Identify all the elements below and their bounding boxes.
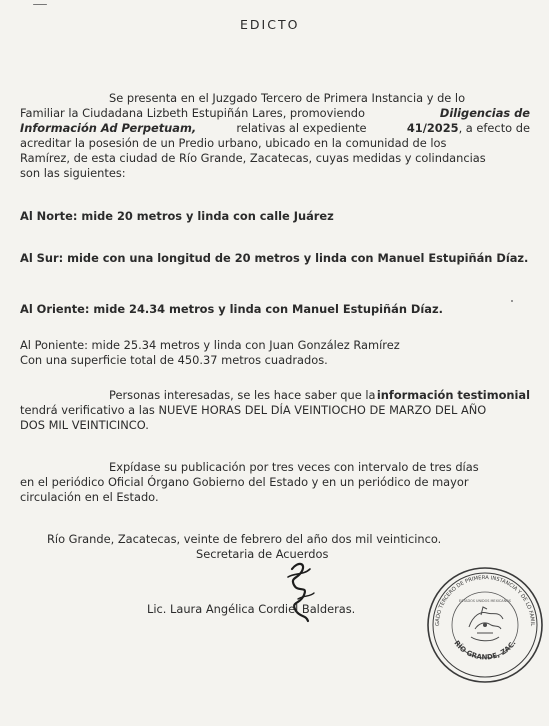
court-seal-icon — [425, 565, 545, 685]
document-title: EDICTO — [240, 17, 300, 32]
p2-line-2: tendrá verificativo a las NUEVE HORAS DEL DÍA VEINTIOCHO DE MARZO DEL AÑO — [20, 403, 487, 417]
p3-line-1: Expídase su publicación por tres veces con intervalo de tres días — [109, 460, 479, 474]
sur-line: Al Sur: mide con una longitud de 20 metros y linda con Manuel Estupiñán Díaz. — [20, 251, 529, 265]
superficie-line: Con una superficie total de 450.37 metros cuadrados. — [20, 353, 328, 367]
scan-speck — [511, 300, 513, 302]
svg-text:JUZGADO TERCERO DE PRIMERA INS: GADO TERCERO DE PRIMERA INSTANCIA Y DE LO FAMIL — [434, 574, 536, 627]
scan-speck — [33, 4, 47, 5]
p1-line-3 — [20, 121, 530, 136]
diligencias-label: Diligencias de — [439, 106, 530, 120]
p2-line-1-text: Personas interesadas, se les hace saber que la — [109, 388, 376, 402]
p1-line-2-text: Familiar la Ciudadana Lizbeth Estupiñán Lares, promoviendo — [20, 106, 365, 120]
p1-line-4: acreditar la posesión de un Predio urbano, ubicado en la comunidad de los — [20, 136, 447, 150]
date-line: Río Grande, Zacatecas, veinte de febrero del año dos mil veinticinco. — [47, 532, 442, 546]
p1-line-1: Se presenta en el Juzgado Tercero de Primera Instancia y de lo — [109, 91, 466, 105]
p1-line-5: Ramírez, de esta ciudad de Río Grande, Zacatecas, cuyas medidas y colindancias — [20, 151, 486, 165]
p1-line-6: son las siguientes: — [20, 166, 126, 180]
p3-line-2: en el periódico Oficial Órgano Gobierno del Estado y en un periódico de mayor — [20, 475, 469, 489]
p1-line-3-text: relativas al expediente — [236, 121, 367, 135]
signer-name: Lic. Laura Angélica Cordiel Balderas. — [147, 602, 356, 616]
norte-line: Al Norte: mide 20 metros y linda con calle Juárez — [20, 209, 334, 223]
oriente-line: Al Oriente: mide 24.34 metros y linda con Manuel Estupiñán Díaz. — [20, 302, 443, 316]
expediente-number: 41/2025 — [406, 121, 459, 135]
p3-line-3: circulación en el Estado. — [20, 490, 159, 504]
svg-text:RÍO GRANDE, ZAC.: RÍO GRANDE, ZAC. — [452, 639, 518, 662]
p1-line-3-end: , a efecto de — [458, 121, 530, 135]
p2-line-3: DOS MIL VEINTICINCO. — [20, 418, 149, 432]
poniente-line: Al Poniente: mide 25.34 metros y linda con Juan González Ramírez — [20, 338, 400, 352]
informacion-testimonial: información testimonial — [376, 388, 530, 402]
p1-line-3-file — [407, 121, 530, 136]
informacion-ad-perpetuam: Información Ad Perpetuam, — [20, 121, 197, 135]
p2-line-1 — [109, 388, 530, 403]
p1-line-2 — [20, 106, 530, 121]
svg-text:ESTADOS UNIDOS MEXICANOS: ESTADOS UNIDOS MEXICANOS — [459, 599, 511, 603]
secretary-title: Secretaria de Acuerdos — [196, 547, 329, 561]
